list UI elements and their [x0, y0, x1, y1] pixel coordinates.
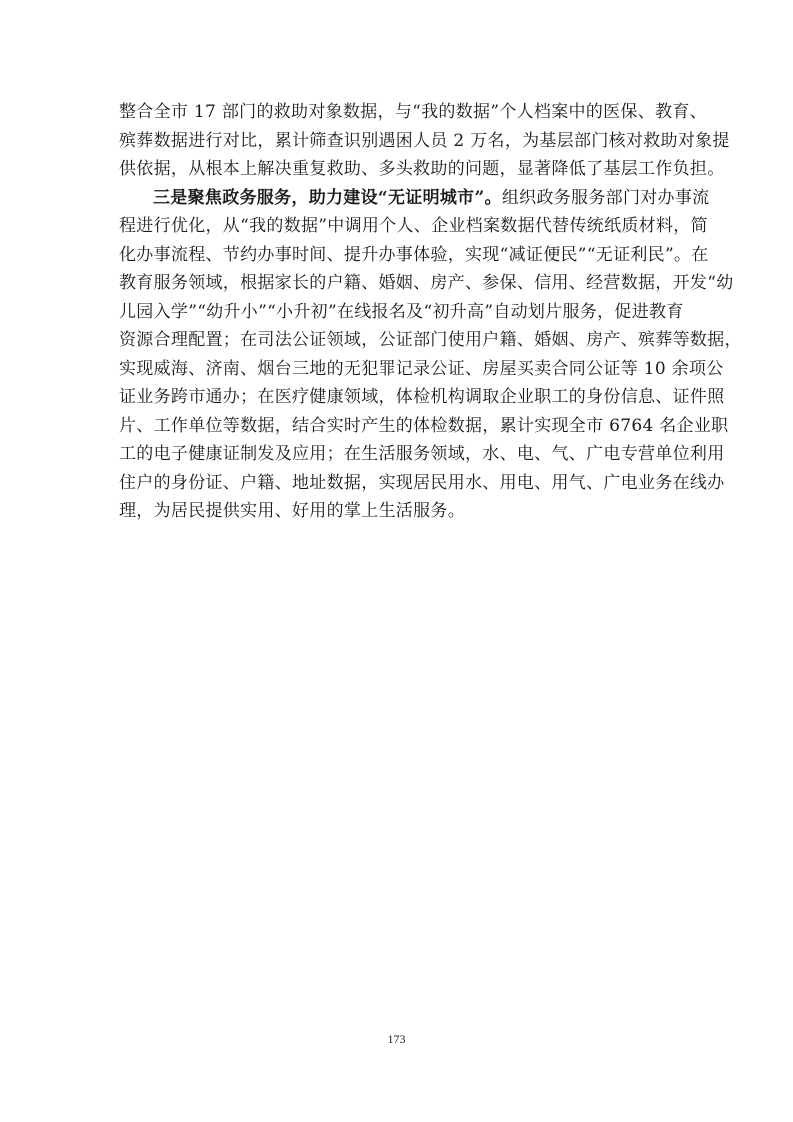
paragraph-line: 整合全市 17 部门的救助对象数据，与“我的数据”个人档案中的医保、教育、	[119, 102, 707, 122]
paragraph-line: 供依据，从根本上解决重复救助、多头救助的问题，显著降低了基层工作负担。	[119, 159, 725, 179]
paragraph-line: 理，为居民提供实用、好用的掌上生活服务。	[119, 501, 465, 521]
paragraph-line: 殡葬数据进行对比，累计筛查识别遇困人员 2 万名，为基层部门核对救助对象提	[119, 130, 730, 151]
paragraph-first-line	[119, 184, 710, 213]
paragraph-line: 教育服务领域，根据家长的户籍、婚姻、房产、参保、信用、经营数据，开发“幼	[119, 273, 734, 293]
paragraph-heading: 三是聚焦政务服务，助力建设“无证明城市”。	[153, 187, 502, 208]
paragraph-line: 程进行优化，从“我的数据”中调用个人、企业档案数据代替传统纸质材料，简	[119, 216, 708, 236]
paragraph-line: 证业务跨市通办；在医疗健康领域，体检机构调取企业职工的身份信息、证件照	[119, 387, 725, 407]
body-text	[119, 98, 742, 526]
paragraph-line: 资源合理配置；在司法公证领域，公证部门使用户籍、婚姻、房产、殡葬等数据，	[119, 330, 742, 350]
paragraph-line: 片、工作单位等数据，结合实时产生的体检数据，累计实现全市 6764 名企业职	[119, 415, 729, 436]
paragraph-line-rest: 组织政务服务部门对办事流	[501, 187, 710, 208]
paragraph-line: 工的电子健康证制发及应用；在生活服务领域，水、电、气、广电专营单位利用	[119, 444, 725, 464]
page-number: 173	[387, 1032, 406, 1046]
paragraph-line: 化办事流程、节约办事时间、提升办事体验，实现“减证便民”“无证利民”。在	[119, 244, 709, 265]
paragraph-line: 儿园入学”“幼升小”“小升初”在线报名及“初升高”自动划片服务，促进教育	[119, 301, 684, 322]
paragraph-line: 实现威海、济南、烟台三地的无犯罪记录公证、房屋买卖合同公证等 10 余项公	[119, 358, 724, 379]
paragraph-line: 住户的身份证、户籍、地址数据，实现居民用水、用电、用气、广电业务在线办	[119, 472, 725, 493]
